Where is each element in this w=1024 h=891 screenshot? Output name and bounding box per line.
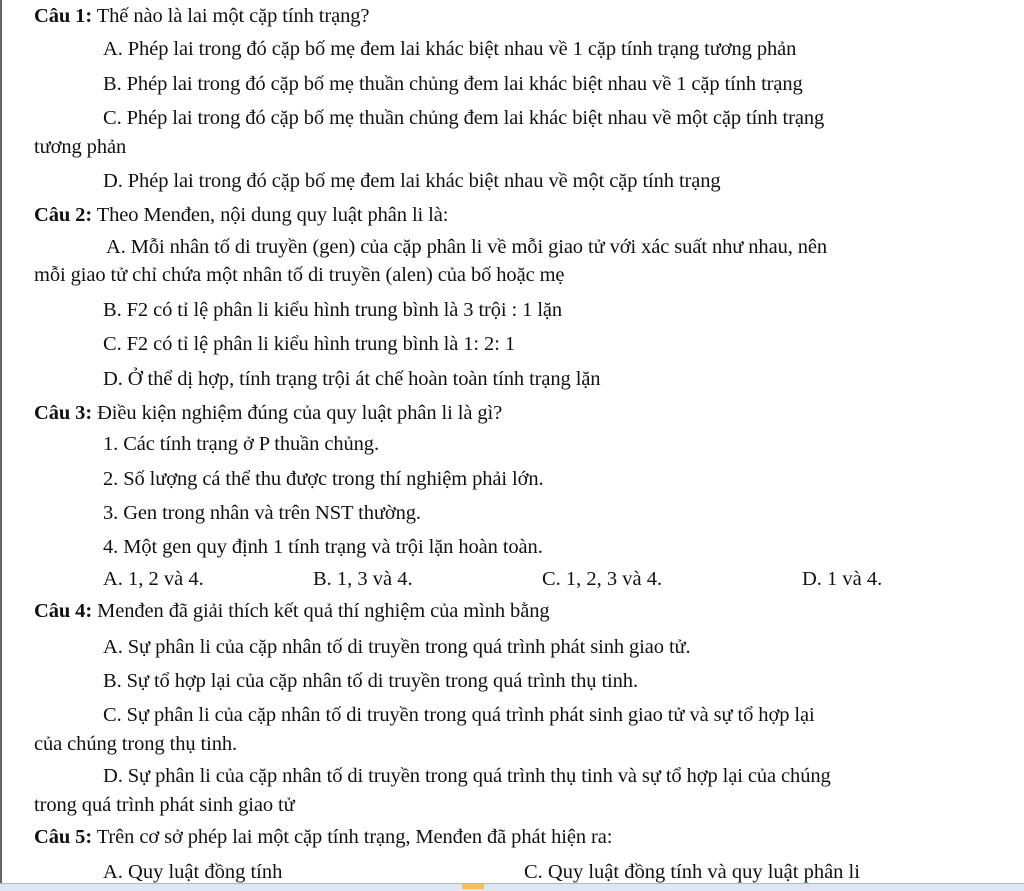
q4-option-c-line2: của chúng trong thụ tinh. xyxy=(34,733,238,755)
q3-option-a: A. 1, 2 và 4. xyxy=(103,568,204,590)
question-1-label: Câu 1: xyxy=(34,5,93,27)
q3-option-d: D. 1 và 4. xyxy=(802,568,883,590)
q4-option-b: B. Sự tổ hợp lại của cặp nhân tố di truyền trong quá trình thụ tinh. xyxy=(103,670,638,692)
q5-option-a: A. Quy luật đồng tính xyxy=(103,861,283,883)
question-1-text: Thế nào là lai một cặp tính trạng? xyxy=(96,5,370,27)
question-4 xyxy=(34,598,550,624)
question-2-text: Theo Menđen, nội dung quy luật phân li là: xyxy=(96,204,449,226)
question-5-text: Trên cơ sở phép lai một cặp tính trạng, Menđen đã phát hiện ra: xyxy=(96,826,613,848)
q3-option-b: B. 1, 3 và 4. xyxy=(313,568,413,590)
question-4-label: Câu 4: xyxy=(34,600,93,622)
q3-statement-4: 4. Một gen quy định 1 tính trạng và trội lặn hoàn toàn. xyxy=(103,536,543,558)
q4-option-c-line1: C. Sự phân li của cặp nhân tố di truyền trong quá trình phát sinh giao tử và sự tổ hợp lại xyxy=(103,704,815,726)
q1-option-a: A. Phép lai trong đó cặp bố mẹ đem lai khác biệt nhau về 1 cặp tính trạng tương phản xyxy=(103,38,797,60)
q2-option-d: D. Ở thể dị hợp, tính trạng trội át chế hoàn toàn tính trạng lặn xyxy=(103,368,601,390)
q1-option-c-line1: C. Phép lai trong đó cặp bố mẹ thuần chủng đem lai khác biệt nhau về một cặp tính trạng xyxy=(103,107,825,129)
q1-option-b: B. Phép lai trong đó cặp bố mẹ thuần chủng đem lai khác biệt nhau về 1 cặp tính trạng xyxy=(103,73,803,95)
question-3 xyxy=(34,400,502,426)
question-1 xyxy=(34,3,369,29)
q2-option-c: C. F2 có tỉ lệ phân li kiểu hình trung bình là 1: 2: 1 xyxy=(103,333,515,355)
q3-statement-2: 2. Số lượng cá thể thu được trong thí nghiệm phải lớn. xyxy=(103,468,544,490)
q2-option-b: B. F2 có tỉ lệ phân li kiểu hình trung bình là 3 trội : 1 lặn xyxy=(103,299,563,321)
question-2 xyxy=(34,202,448,228)
question-3-label: Câu 3: xyxy=(34,402,93,424)
q4-option-a: A. Sự phân li của cặp nhân tố di truyền trong quá trình phát sinh giao tử. xyxy=(103,636,691,658)
q3-statement-3: 3. Gen trong nhân và trên NST thường. xyxy=(103,502,421,524)
q2-option-a-line2: mỗi giao tử chỉ chứa một nhân tố di truyền (alen) của bố hoặc mẹ xyxy=(34,264,565,286)
q4-option-d-line1: D. Sự phân li của cặp nhân tố di truyền trong quá trình thụ tinh và sự tổ hợp lại của chúng xyxy=(103,765,831,787)
q5-option-c: C. Quy luật đồng tính và quy luật phân li xyxy=(524,861,860,883)
question-5 xyxy=(34,824,612,850)
status-bar-marker xyxy=(462,884,484,889)
q1-option-d: D. Phép lai trong đó cặp bố mẹ đem lai khác biệt nhau về một cặp tính trạng xyxy=(103,170,721,192)
q3-option-c: C. 1, 2, 3 và 4. xyxy=(542,568,663,590)
q3-statement-1: 1. Các tính trạng ở P thuần chủng. xyxy=(103,433,379,455)
q1-option-c-line2: tương phản xyxy=(34,136,127,158)
q4-option-d-line2: trong quá trình phát sinh giao tử xyxy=(34,794,295,816)
question-2-label: Câu 2: xyxy=(34,204,93,226)
question-4-text: Menđen đã giải thích kết quả thí nghiệm của mình bằng xyxy=(97,600,550,622)
question-3-text: Điều kiện nghiệm đúng của quy luật phân li là gì? xyxy=(97,402,503,424)
q2-option-a-line1: A. Mỗi nhân tố di truyền (gen) của cặp phân li về mỗi giao tử với xác suất như nhau, nên xyxy=(106,236,828,258)
question-5-label: Câu 5: xyxy=(34,826,93,848)
